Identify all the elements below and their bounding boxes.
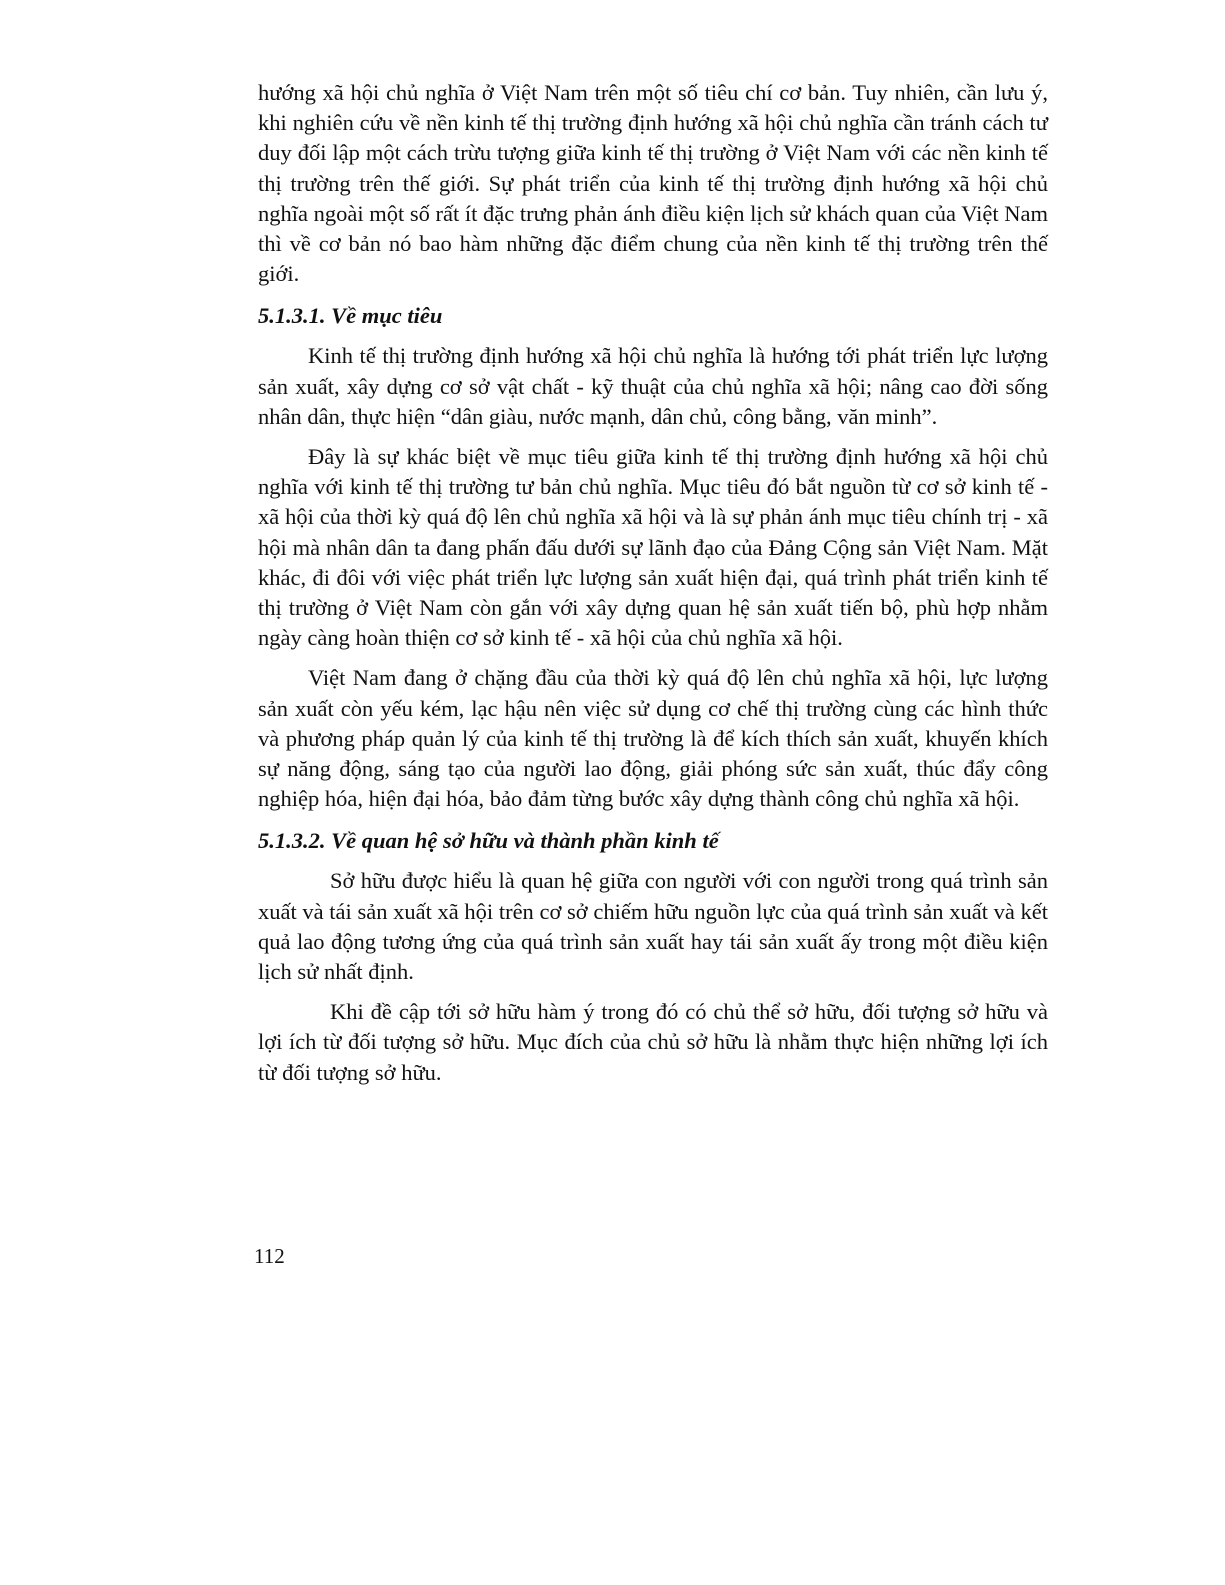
page-content — [258, 78, 1048, 1088]
paragraph-goals-3: Việt Nam đang ở chặng đầu của thời kỳ quá độ lên chủ nghĩa xã hội, lực lượng sản xuất còn yếu kém, lạc hậu nên việc sử dụng cơ chế thị trường cùng các hình thức và phương pháp quản lý của kinh tế thị trường là để kích thích sản xuất, khuyến khích sự năng động, sáng tạo của người lao động, giải phóng sức sản xuất, thúc đẩy công nghiệp hóa, hiện đại hóa, bảo đảm từng bước xây dựng thành công chủ nghĩa xã hội. — [258, 665, 1048, 812]
paragraph-ownership-2: Khi đề cập tới sở hữu hàm ý trong đó có chủ thể sở hữu, đối tượng sở hữu và lợi ích từ đối tượng sở hữu. Mục đích của chủ sở hữu là nhằm thực hiện những lợi ích từ đối tượng sở hữu. — [258, 999, 1048, 1085]
page-number: 112 — [254, 1244, 285, 1268]
paragraph-goals-2: Đây là sự khác biệt về mục tiêu giữa kinh tế thị trường định hướng xã hội chủ nghĩa với kinh tế thị trường tư bản chủ nghĩa. Mục tiêu đó bắt nguồn từ cơ sở kinh tế - xã hội của thời kỳ quá độ lên chủ nghĩa xã hội và là sự phản ánh mục tiêu chính trị - xã hội mà nhân dân ta đang phấn đấu dưới sự lãnh đạo của Đảng Cộng sản Việt Nam. Mặt khác, đi đôi với việc phát triển lực lượng sản xuất hiện đại, quá trình phát triển kinh tế thị trường ở Việt Nam còn gắn với xây dựng quan hệ sản xuất tiến bộ, phù hợp nhằm ngày càng hoàn thiện cơ sở kinh tế - xã hội của chủ nghĩa xã hội. — [258, 444, 1048, 651]
section-heading-ownership: 5.1.3.2. Về quan hệ sở hữu và thành phần kinh tế — [258, 828, 719, 854]
paragraph-ownership-1: Sở hữu được hiểu là quan hệ giữa con người với con người trong quá trình sản xuất và tái sản xuất xã hội trên cơ sở chiếm hữu nguồn lực của quá trình sản xuất và kết quả lao động tương ứng của quá trình sản xuất hay tái sản xuất ấy trong một điều kiện lịch sử nhất định. — [258, 868, 1048, 985]
paragraph-goals-1: Kinh tế thị trường định hướng xã hội chủ nghĩa là hướng tới phát triển lực lượng sản xuất, xây dựng cơ sở vật chất - kỹ thuật của chủ nghĩa xã hội; nâng cao đời sống nhân dân, thực hiện “dân giàu, nước mạnh, dân chủ, công bằng, văn minh”. — [258, 343, 1048, 429]
intro-paragraph: hướng xã hội chủ nghĩa ở Việt Nam trên một số tiêu chí cơ bản. Tuy nhiên, cần lưu ý, khi nghiên cứu về nền kinh tế thị trường định hướng xã hội chủ nghĩa cần tránh cách tư duy đối lập một cách trừu tượng giữa kinh tế thị trường ở Việt Nam với các nền kinh tế thị trường trên thế giới. Sự phát triển của kinh tế thị trường định hướng xã hội chủ nghĩa ngoài một số rất ít đặc trưng phản ánh điều kiện lịch sử khách quan của Việt Nam thì về cơ bản nó bao hàm những đặc điểm chung của nền kinh tế thị trường trên thế giới. — [258, 80, 1048, 287]
section-heading-goals: 5.1.3.1. Về mục tiêu — [258, 303, 443, 329]
